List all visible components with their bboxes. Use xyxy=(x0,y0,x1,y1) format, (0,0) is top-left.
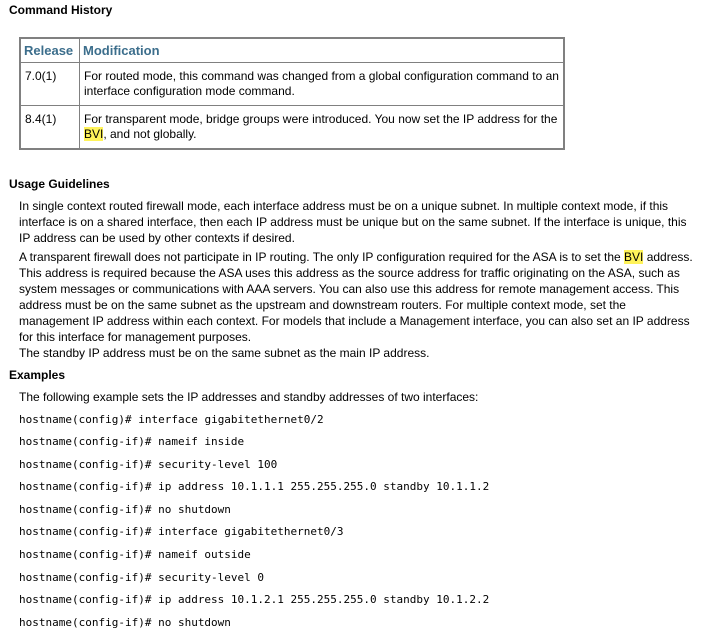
table-row xyxy=(20,106,564,150)
cli-prompt: hostname(config-if)# xyxy=(19,435,152,448)
modification-cell: For routed mode, this command was changed from a global configuration command to an interface configuration mode command. xyxy=(80,63,565,106)
highlighted-term: BVI xyxy=(84,127,104,141)
command-line xyxy=(19,548,251,561)
table-header-row xyxy=(20,38,564,63)
cli-command: ip address 10.1.2.1 255.255.255.0 standby 10.1.2.2 xyxy=(158,593,490,606)
command-line xyxy=(19,458,277,471)
usage-text: address. This address is required because the ASA uses this address as the source address for traffic originating on the ASA, such as system messages or communications with AAA servers. You can also use this address for remote management access. This address must be on the same subnet as the upstream and downstream routers. For multiple context mode, set the management IP address within each context. For models that include a Management interface, you can also set an IP address for this interface for management purposes. xyxy=(19,250,693,344)
cli-prompt: hostname(config-if)# xyxy=(19,458,152,471)
usage-text: A transparent firewall does not participate in IP routing. The only IP configuration required for the ASA is to set the xyxy=(19,250,625,264)
cli-command: no shutdown xyxy=(158,503,231,516)
cli-prompt: hostname(config-if)# xyxy=(19,503,152,516)
usage-paragraph: The standby IP address must be on the same subnet as the main IP address. xyxy=(19,346,430,360)
release-column-header: Release xyxy=(20,38,80,63)
cli-prompt: hostname(config-if)# xyxy=(19,480,152,493)
command-line xyxy=(19,571,264,584)
examples-intro: The following example sets the IP addresses and standby addresses of two interfaces: xyxy=(19,390,479,404)
highlighted-term: BVI xyxy=(624,250,644,264)
cli-prompt: hostname(config-if)# xyxy=(19,571,152,584)
table-row xyxy=(20,63,564,106)
cli-prompt: hostname(config)# xyxy=(19,413,132,426)
modification-cell xyxy=(80,106,565,150)
cli-command: nameif inside xyxy=(158,435,245,448)
cli-command: security-level 100 xyxy=(158,458,278,471)
cli-prompt: hostname(config-if)# xyxy=(19,593,152,606)
cli-command: interface gigabitethernet0/2 xyxy=(138,413,324,426)
cli-command: ip address 10.1.1.1 255.255.255.0 standby 10.1.1.2 xyxy=(158,480,490,493)
command-line xyxy=(19,616,231,629)
cli-prompt: hostname(config-if)# xyxy=(19,548,152,561)
cli-command: nameif outside xyxy=(158,548,251,561)
cli-command: security-level 0 xyxy=(158,571,265,584)
cli-prompt: hostname(config-if)# xyxy=(19,616,152,629)
usage-paragraph: In single context routed firewall mode, each interface address must be on a unique subnet. In multiple context mode, if this interface is on a shared interface, then each IP address must be unique but on the same subnet. If the interface is unique, this IP address can be used by other contexts if desired. xyxy=(19,199,687,245)
usage-paragraph xyxy=(19,249,699,345)
command-history-table xyxy=(19,37,565,150)
release-cell: 8.4(1) xyxy=(20,106,80,150)
command-history-heading: Command History xyxy=(9,3,113,17)
command-line xyxy=(19,525,344,538)
cli-prompt: hostname(config-if)# xyxy=(19,525,152,538)
cli-command: interface gigabitethernet0/3 xyxy=(158,525,344,538)
release-cell: 7.0(1) xyxy=(20,63,80,106)
examples-heading: Examples xyxy=(9,368,66,382)
cli-command: no shutdown xyxy=(158,616,231,629)
command-line xyxy=(19,480,489,493)
command-line xyxy=(19,503,231,516)
usage-guidelines-heading: Usage Guidelines xyxy=(9,177,110,191)
modification-text: , and not globally. xyxy=(103,127,197,141)
command-line xyxy=(19,593,489,606)
command-line xyxy=(19,435,244,448)
modification-text: For transparent mode, bridge groups were introduced. You now set the IP address for the xyxy=(84,112,558,126)
modification-column-header: Modification xyxy=(80,38,565,63)
command-line xyxy=(19,413,324,426)
